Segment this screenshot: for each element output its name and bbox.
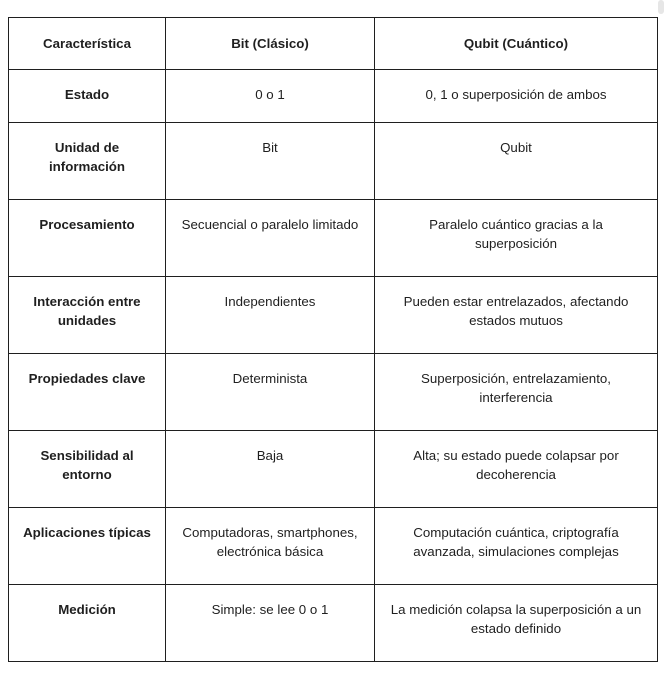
row-label: Unidad de información [9, 123, 166, 200]
header-cell: Característica [9, 18, 166, 70]
bit-cell: 0 o 1 [166, 70, 375, 123]
table-row [9, 200, 658, 277]
table-row [9, 277, 658, 354]
qubit-cell: La medición colapsa la superposición a un estado definido [375, 585, 658, 662]
bit-cell: Computadoras, smartphones, electrónica básica [166, 508, 375, 585]
row-label: Aplicaciones típicas [9, 508, 166, 585]
qubit-cell: 0, 1 o superposición de ambos [375, 70, 658, 123]
bit-cell: Baja [166, 431, 375, 508]
table-row [9, 508, 658, 585]
row-label: Propiedades clave [9, 354, 166, 431]
table-row [9, 585, 658, 662]
qubit-cell: Computación cuántica, criptografía avanzada, simulaciones complejas [375, 508, 658, 585]
qubit-cell: Paralelo cuántico gracias a la superposición [375, 200, 658, 277]
table-row [9, 431, 658, 508]
bit-cell: Determinista [166, 354, 375, 431]
bit-cell: Bit [166, 123, 375, 200]
scrollbar-handle[interactable] [658, 0, 664, 14]
row-label: Medición [9, 585, 166, 662]
qubit-cell: Superposición, entrelazamiento, interferencia [375, 354, 658, 431]
header-cell: Qubit (Cuántico) [375, 18, 658, 70]
bit-cell: Simple: se lee 0 o 1 [166, 585, 375, 662]
table-header-row [9, 18, 658, 70]
qubit-cell: Alta; su estado puede colapsar por decoherencia [375, 431, 658, 508]
table-row [9, 354, 658, 431]
row-label: Procesamiento [9, 200, 166, 277]
bit-cell: Independientes [166, 277, 375, 354]
row-label: Interacción entre unidades [9, 277, 166, 354]
header-cell: Bit (Clásico) [166, 18, 375, 70]
qubit-cell: Qubit [375, 123, 658, 200]
table-row [9, 123, 658, 200]
qubit-cell: Pueden estar entrelazados, afectando estados mutuos [375, 277, 658, 354]
table-row [9, 70, 658, 123]
bit-cell: Secuencial o paralelo limitado [166, 200, 375, 277]
comparison-table [8, 17, 658, 662]
row-label: Estado [9, 70, 166, 123]
row-label: Sensibilidad al entorno [9, 431, 166, 508]
